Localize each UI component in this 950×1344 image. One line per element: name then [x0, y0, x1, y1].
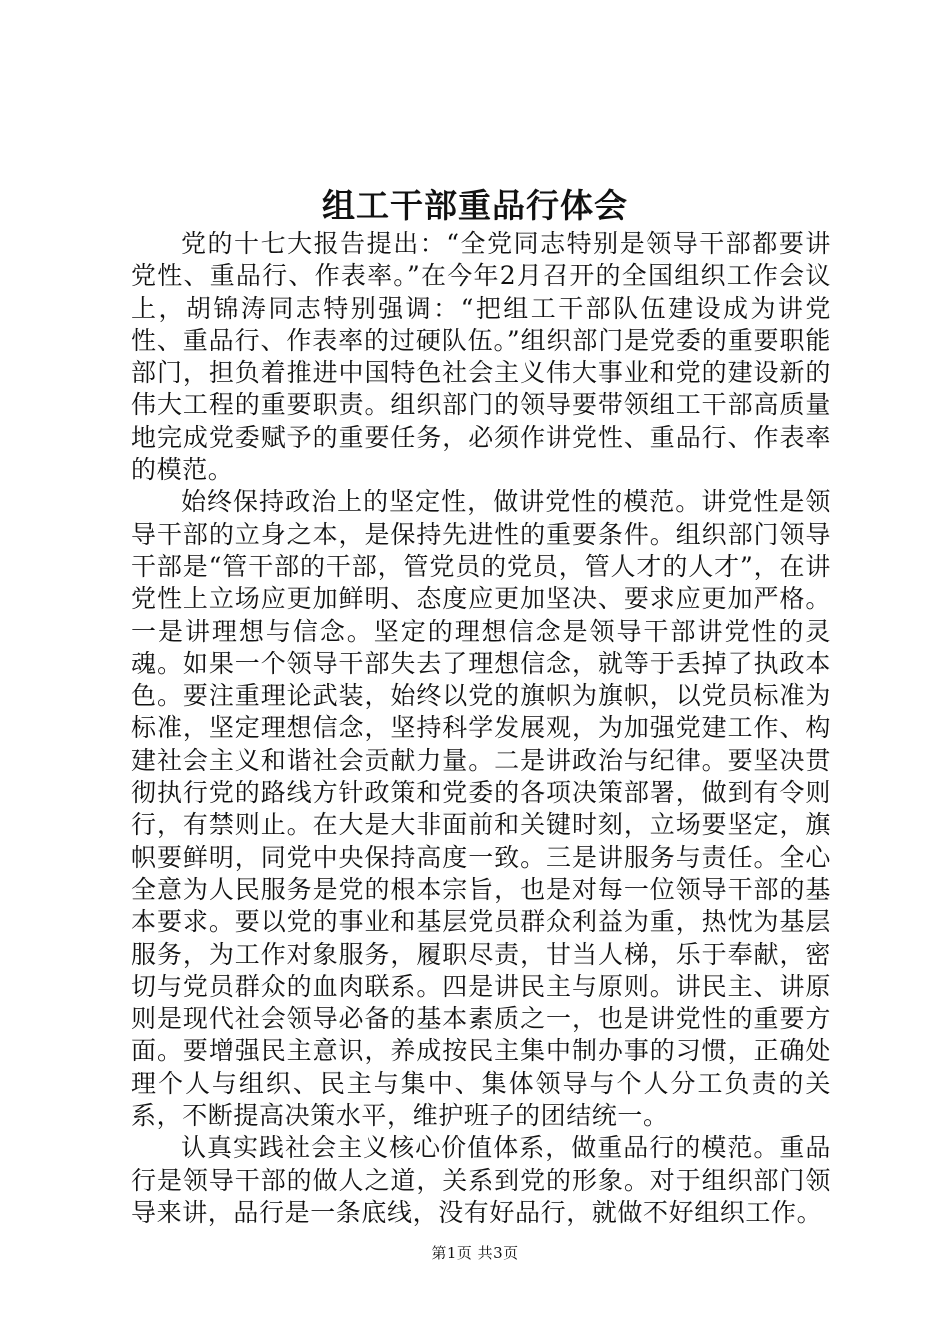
- body-paragraph-3: 认真实践社会主义核心价值体系，做重品行的模范。重品行是领导干部的做人之道，关系到党的形象。对于组织部门领导来讲，品行是一条底线，没有好品行，就做不好组织工作。: [131, 1133, 831, 1227]
- document-body: [131, 228, 831, 1229]
- page-number-label: 第1页 共3页: [431, 1244, 519, 1262]
- body-paragraph-2: 始终保持政治上的坚定性，做讲党性的模范。讲党性是领导干部的立身之本，是保持先进性的重要条件。组织部门领导干部是“管干部的干部，管党员的党员，管人才的人才”，在讲党性上立场应更加鲜明、态度应更加坚决、要求应更加严格。一是讲理想与信念。坚定的理想信念是领导干部讲党性的灵魂。如果一个领导干部失去了理想信念，就等于丢掉了执政本色。要注重理论武装，始终以党的旗帜为旗帜，以党员标准为标准，坚定理想信念，坚持科学发展观，为加强党建工作、构建社会主义和谐社会贡献力量。二是讲政治与纪律。要坚决贯彻执行党的路线方针政策和党委的各项决策部署，做到有令则行，有禁则止。在大是大非面前和关键时刻，立场要坚定，旗帜要鲜明，同党中央保持高度一致。三是讲服务与责任。全心全意为人民服务是党的根本宗旨，也是对每一位领导干部的基本要求。要以党的事业和基层党员群众利益为重，热忱为基层服务，为工作对象服务，履职尽责，甘当人梯，乐于奉献，密切与党员群众的血肉联系。四是讲民主与原则。讲民主、讲原则是现代社会领导必备的基本素质之一，也是讲党性的重要方面。要增强民主意识，养成按民主集中制办事的习惯，正确处理个人与组织、民主与集中、集体领导与个人分工负责的关系，不断提高决策水平，维护班子的团结统一。: [131, 487, 831, 1131]
- page-footer: [0, 1243, 950, 1263]
- body-paragraph-1: 党的十七大报告提出：“全党同志特别是领导干部都要讲党性、重品行、作表率。”在今年2月召开的全国组织工作会议上，胡锦涛同志特别强调：“把组工干部队伍建设成为讲党性、重品行、作表率的过硬队伍。”组织部门是党委的重要职能部门，担负着推进中国特色社会主义伟大事业和党的建设新的伟大工程的重要职责。组织部门的领导要带领组工干部高质量地完成党委赋予的重要任务，必须作讲党性、重品行、作表率的模范。: [131, 229, 831, 485]
- document-title: 组工干部重品行体会: [322, 186, 628, 225]
